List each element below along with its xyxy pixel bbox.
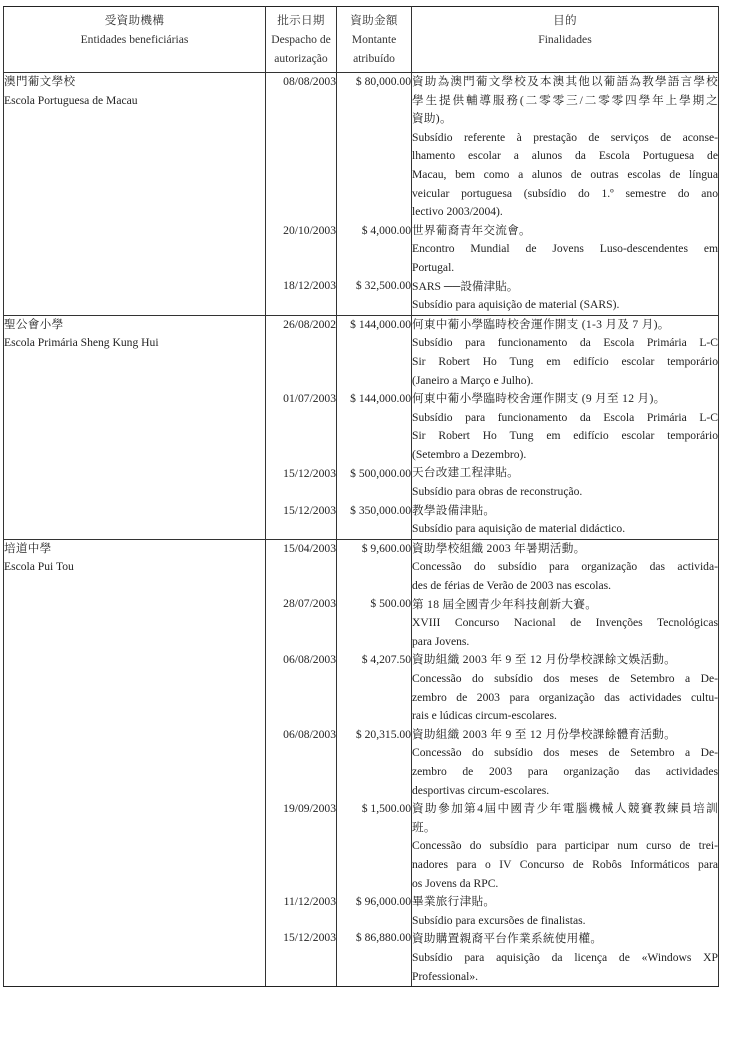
entry-amount: $ 500.00 [370,597,411,611]
purpose-line-pt: zembro de 2003 para organização das actividades [412,764,718,778]
entry-date: 11/12/2003 [283,894,336,908]
entry-amount: $ 4,207.50 [361,653,411,667]
entry-amount: $ 9,600.00 [361,541,411,555]
entry-amount: $ 32,500.00 [355,279,411,293]
entry-date: 28/07/2003 [283,597,336,611]
entry-amount: $ 80,000.00 [355,75,411,88]
entry-date: 18/12/2003 [283,279,336,293]
purpose-line-pt: Concessão do subsídio para organização das activida- [412,560,718,574]
purpose-line-pt: os Jovens da RPC. [412,876,499,890]
entity-cell [4,73,266,316]
purpose-column [412,539,719,986]
header-amount-zh: 資助金額 [350,14,398,27]
header-purpose [412,7,719,73]
purpose-line-pt: Subsídio para aquisição da licença de «Windows XP [412,950,718,964]
purpose-line-zh: 資助購置親裔平台作業系統使用權。 [412,932,603,946]
entry-date: 15/12/2003 [283,931,336,945]
amount-column [337,315,412,539]
purpose-column [412,73,719,316]
purpose-line-zh: 資助組織 2003 年 9 至 12 月份學校課餘文娛活動。 [412,653,677,667]
purpose-line-pt: Portugal. [412,260,455,274]
purpose-line-zh: 資助組織 2003 年 9 至 12 月份學校課餘體育活動。 [412,727,677,741]
header-date-zh: 批示日期 [277,14,325,27]
purpose-entry [412,726,718,800]
purpose-line-zh: 教學設備津貼。 [412,503,496,517]
entry-amount: $ 96,000.00 [355,894,411,908]
purpose-line-pt: (Setembro a Dezembro). [412,447,527,461]
purpose-line-pt: nadores para o IV Concurso de Robôs Informáticos para [412,857,718,871]
amount-column [337,73,412,316]
purpose-line-pt: Subsídio para aquisição de material (SARS). [412,298,620,312]
entry-amount: $ 4,000.00 [361,223,411,237]
purpose-line-pt: zembro de 2003 para organização das actividades cultu- [412,690,718,704]
header-entity [4,7,266,73]
purpose-entry [412,893,718,930]
purpose-line-zh: 資助學校組織 2003 年暑期活動。 [412,541,586,555]
date-column [266,315,337,539]
purpose-entry [412,316,718,390]
header-date-pt1: Despacho de [271,33,331,46]
purpose-entry [412,73,718,222]
purpose-line-pt: Subsídio para obras de reconstrução. [412,485,583,499]
table-header [4,7,719,73]
entity-cell [4,539,266,986]
entry-date: 19/09/2003 [283,802,336,816]
group-sheng-kung-hui [4,315,719,539]
purpose-line-pt: lectivo 2003/2004). [412,205,503,219]
entry-date: 06/08/2003 [283,653,336,667]
group-escola-portuguesa [4,73,719,316]
purpose-line-pt: para Jovens. [412,634,470,648]
grants-table [3,6,719,987]
purpose-entry [412,464,718,501]
purpose-line-pt: veicular portuguesa (subsídio do 1.º semestre do ano [412,186,718,200]
purpose-line-pt: Macau, bem como a alunos de outras escolas de língua [412,167,718,181]
purpose-line-pt: Encontro Mundial de Jovens Luso-descendentes em [412,242,718,256]
header-amount [337,7,412,73]
header-entity-pt: Entidades beneficiárias [80,33,189,46]
purpose-line-pt: Subsídio para aquisição de material didáctico. [412,522,626,536]
header-purpose-zh: 目的 [553,14,577,27]
purpose-line-zh: 何東中葡小學臨時校舍運作開支 (1-3 月及 7 月)。 [412,317,670,331]
purpose-line-zh: 世界葡裔青年交流會。 [412,223,531,237]
purpose-line-zh: 何東中葡小學臨時校舍運作開支 (9 月至 12 月)。 [412,392,666,406]
header-date-pt2: autorização [274,52,328,65]
purpose-line-zh: 第 18 屆全國青少年科技創新大賽。 [412,597,598,611]
purpose-entry [412,222,718,278]
entity-name-pt: Escola Primária Sheng Kung Hui [4,336,159,350]
purpose-line-zh: 班。 [412,820,436,834]
purpose-column [412,315,719,539]
entry-date: 06/08/2003 [283,727,336,741]
purpose-line-pt: Concessão do subsídio para participar num curso de trei- [412,839,718,853]
purpose-entry [412,651,718,725]
purpose-line-zh: 資助為澳門葡文學校及本澳其他以葡語為教學語言學校 [412,75,718,88]
purpose-line-pt: Subsídio para excursões de finalistas. [412,913,586,927]
header-purpose-pt: Finalidades [538,33,592,46]
purpose-entry [412,502,718,539]
header-date [266,7,337,73]
purpose-line-pt: des de férias de Verão de 2003 nas escolas. [412,579,612,593]
purpose-line-pt: Professional». [412,969,479,983]
entry-amount: $ 500,000.00 [350,466,411,480]
purpose-line-zh: 資助)。 [412,112,452,126]
purpose-line-zh: 天台改建工程津貼。 [412,466,520,480]
entry-amount: $ 20,315.00 [355,727,411,741]
entry-date: 26/08/2002 [283,317,336,331]
entity-name-zh: 澳門葡文學校 [4,75,76,88]
entry-date: 15/12/2003 [283,503,336,517]
header-amount-pt1: Montante [351,33,397,46]
purpose-entry [412,278,718,315]
entry-amount: $ 144,000.00 [350,392,411,406]
entry-amount: $ 144,000.00 [350,317,411,331]
entry-date: 01/07/2003 [283,392,336,406]
entity-name-pt: Escola Portuguesa de Macau [4,93,138,107]
group-pui-tou [4,539,719,986]
purpose-line-pt: (Janeiro a Março e Julho). [412,373,534,387]
purpose-line-pt: Concessão do subsídio dos meses de Setembro a De- [412,672,718,685]
purpose-line-pt: Subsídio para funcionamento da Escola Primária L-C [412,336,718,350]
purpose-line-zh: 學生提供輔導服務(二零零三/二零零四學年上學期之 [412,93,718,107]
purpose-entry [412,930,718,986]
header-amount-pt2: atribuído [353,52,395,65]
purpose-entry [412,800,718,893]
entry-amount: $ 1,500.00 [361,802,411,816]
entity-name-zh: 聖公會小學 [4,317,64,331]
entry-date: 20/10/2003 [283,223,336,237]
purpose-line-zh: 畢業旅行津貼。 [412,895,496,909]
entity-cell [4,315,266,539]
entry-amount: $ 86,880.00 [355,931,411,945]
purpose-line-pt: Sir Robert Ho Tung em edifício escolar temporário [412,429,718,443]
purpose-entry [412,596,718,652]
purpose-line-pt: XVIII Concurso Nacional de Invenções Tecnológicas [412,616,718,630]
purpose-line-pt: lhamento escolar a alunos da Escola Portuguesa de [412,149,718,163]
entry-amount: $ 350,000.00 [350,503,411,517]
date-column [266,73,337,316]
purpose-line-pt: rais e lúdicas circum-escolares. [412,709,557,723]
entry-date: 15/04/2003 [283,541,336,555]
entity-name-zh: 培道中學 [4,541,52,555]
purpose-entry [412,540,718,596]
header-entity-zh: 受資助機構 [104,14,165,27]
date-column [266,539,337,986]
purpose-line-zh: SARS ──設備津貼。 [412,279,519,293]
purpose-line-pt: desportivas circum-escolares. [412,783,550,797]
purpose-line-zh: 資助參加第4屆中國青少年電腦機械人競賽教練員培訓 [412,802,718,816]
purpose-line-pt: Sir Robert Ho Tung em edifício escolar temporário [412,354,718,368]
purpose-line-pt: Subsídio referente à prestação de serviços de aconse- [412,130,718,144]
amount-column [337,539,412,986]
purpose-entry [412,390,718,464]
entity-name-pt: Escola Pui Tou [4,560,74,574]
entry-date: 08/08/2003 [283,75,336,88]
purpose-line-pt: Concessão do subsídio dos meses de Setembro a De- [412,746,718,760]
purpose-line-pt: Subsídio para funcionamento da Escola Primária L-C [412,410,718,424]
entry-date: 15/12/2003 [283,466,336,480]
